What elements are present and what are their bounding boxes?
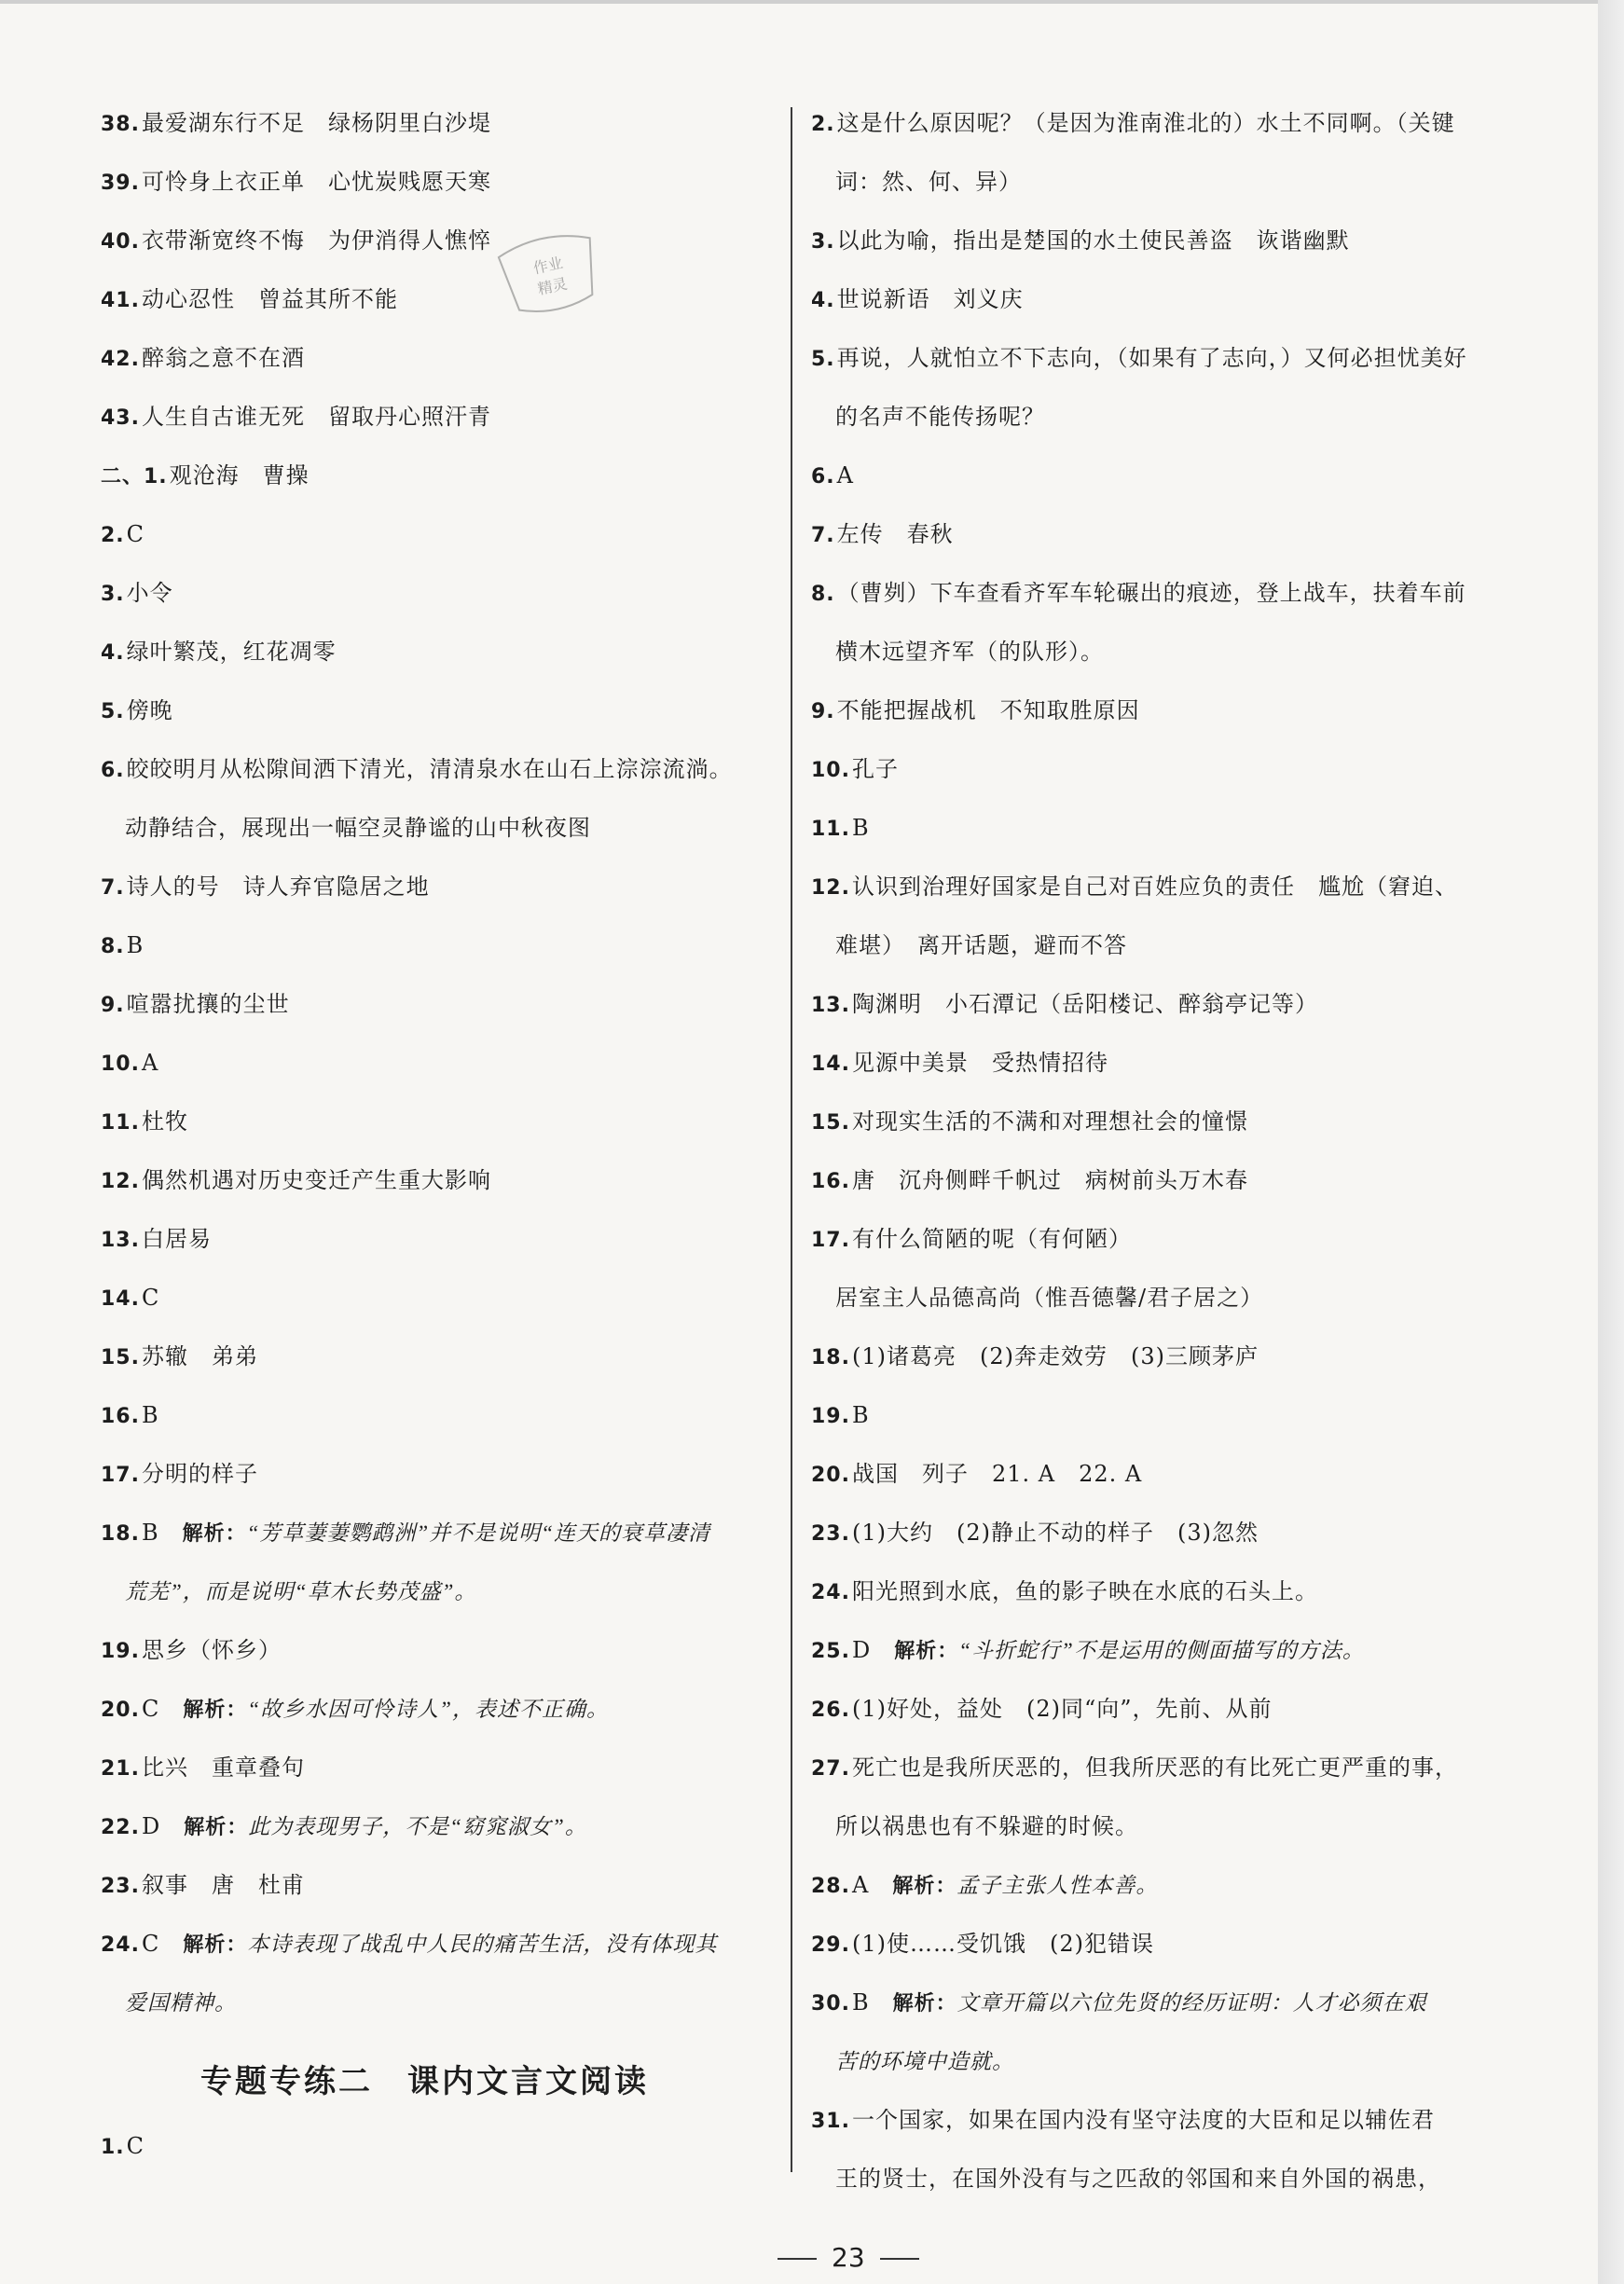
answer-line bbox=[101, 161, 491, 202]
answer-text: B bbox=[141, 1520, 183, 1546]
answer-number: 4. bbox=[101, 641, 125, 665]
answer-number: 16. bbox=[101, 1405, 140, 1428]
answer-line bbox=[811, 220, 1350, 261]
answer-text: (1)好处，益处 (2)同“向”，先前、从前 bbox=[851, 1696, 1273, 1722]
answer-text: 唐 沉舟侧畔千帆过 病树前头万木春 bbox=[851, 1167, 1248, 1193]
answer-text: 醉翁之意不在酒 bbox=[141, 345, 305, 371]
top-border bbox=[0, 0, 1624, 4]
answer-line bbox=[101, 1512, 710, 1553]
answer-text: 绿叶繁茂，红花凋零 bbox=[126, 639, 337, 665]
answer-line bbox=[125, 807, 591, 848]
answer-text: 孔子 bbox=[851, 756, 899, 782]
answer-text: 死亡也是我所厌恶的，但我所厌恶的有比死亡更严重的事， bbox=[851, 1754, 1458, 1781]
answer-line bbox=[835, 2158, 1441, 2199]
answer-number: 17. bbox=[101, 1464, 140, 1487]
answer-text: 分明的样子 bbox=[141, 1461, 258, 1487]
answer-number: 19. bbox=[811, 1405, 850, 1428]
column-divider bbox=[791, 107, 792, 2172]
answer-text: 左传 春秋 bbox=[836, 521, 954, 547]
answer-extra: 21. A 22. A bbox=[991, 1461, 1143, 1487]
answer-text: 再说，人就怕立不下志向，（如果有了志向，）又何必担忧美好 bbox=[836, 345, 1467, 371]
answer-line bbox=[811, 866, 1458, 907]
answer-text: 陶渊明 小石潭记（岳阳楼记、醉翁亭记等） bbox=[851, 991, 1318, 1017]
answer-line bbox=[811, 1160, 1248, 1201]
answer-line bbox=[101, 103, 491, 144]
answer-text: 动静结合，展现出一幅空灵静谧的山中秋夜图 bbox=[125, 815, 591, 841]
answer-number: 30. bbox=[811, 1992, 850, 2016]
answer-number: 1. bbox=[101, 2136, 125, 2159]
svg-text:精灵: 精灵 bbox=[535, 274, 570, 298]
answer-line bbox=[101, 1688, 609, 1729]
answer-number: 43. bbox=[101, 406, 140, 430]
answer-text: B bbox=[126, 932, 145, 958]
answer-number: 11. bbox=[101, 1111, 140, 1135]
answer-line bbox=[101, 749, 733, 790]
analysis-label: 解析： bbox=[894, 1640, 959, 1663]
answer-line bbox=[811, 1923, 1154, 1964]
answer-text: C bbox=[141, 1285, 160, 1311]
answer-line bbox=[811, 572, 1466, 613]
answer-line bbox=[101, 1336, 258, 1377]
answer-number: 16. bbox=[811, 1170, 850, 1193]
answer-text: 观沧海 曹操 bbox=[169, 462, 310, 488]
answer-text: 最爱湖东行不足 绿杨阴里白沙堤 bbox=[141, 110, 491, 136]
answer-line bbox=[101, 1395, 159, 1436]
answer-line bbox=[101, 396, 491, 437]
answer-line bbox=[101, 1042, 158, 1083]
answer-text: 苏辙 弟弟 bbox=[141, 1343, 258, 1369]
answer-text: C bbox=[126, 2133, 145, 2159]
answer-text: 诗人的号 诗人弃官隐居之地 bbox=[126, 874, 430, 900]
answer-text: (1)诸葛亮 (2)奔走效劳 (3)三顾茅庐 bbox=[851, 1343, 1259, 1369]
answer-number: 23. bbox=[811, 1522, 850, 1546]
answer-line bbox=[101, 1864, 305, 1906]
answer-text: B bbox=[141, 1402, 159, 1428]
answer-number: 3. bbox=[101, 583, 125, 606]
answer-line bbox=[101, 1277, 159, 1318]
answer-text: 杜牧 bbox=[141, 1108, 188, 1135]
answer-text: 动心忍性 曾益其所不能 bbox=[141, 286, 398, 312]
answer-line bbox=[101, 866, 430, 907]
answer-text: 人生自古谁无死 留取丹心照汗青 bbox=[141, 404, 491, 430]
answer-text: (1)大约 (2)静止不动的样子 (3)忽然 bbox=[851, 1520, 1259, 1546]
answer-number: 15. bbox=[811, 1111, 850, 1135]
answer-text: 所以祸患也有不躲避的时候。 bbox=[835, 1813, 1138, 1839]
answer-line bbox=[811, 1864, 1158, 1906]
answer-number: 31. bbox=[811, 2110, 850, 2133]
answer-text: 世说新语 刘义庆 bbox=[836, 286, 1024, 312]
answer-line bbox=[101, 1218, 212, 1259]
answer-line bbox=[811, 1042, 1108, 1083]
answer-line bbox=[101, 337, 305, 378]
answer-text: 一个国家，如果在国内没有坚守法度的大臣和足以辅佐君 bbox=[851, 2107, 1435, 2133]
answer-number: 2. bbox=[101, 524, 125, 547]
answer-text: 比兴 重章叠句 bbox=[141, 1754, 305, 1781]
answer-line bbox=[811, 1336, 1259, 1377]
answer-number: 8. bbox=[811, 583, 835, 606]
analysis-text: 苦的环境中造就。 bbox=[835, 2050, 1014, 2073]
answer-line bbox=[101, 690, 173, 731]
analysis-text: “芳草萋萋鹦鹉洲”并不是说明“连天的衰草凄清 bbox=[246, 1521, 711, 1545]
answer-number: 13. bbox=[811, 994, 850, 1017]
answer-text: 白居易 bbox=[141, 1226, 212, 1252]
answer-line bbox=[125, 1571, 476, 1612]
answer-line bbox=[101, 925, 144, 966]
page-edge bbox=[1598, 0, 1624, 2284]
answer-number: 20. bbox=[811, 1464, 850, 1487]
answer-number: 12. bbox=[101, 1170, 140, 1193]
answer-text: D bbox=[851, 1637, 895, 1663]
answer-number: 9. bbox=[101, 994, 125, 1017]
analysis-label: 解析： bbox=[184, 1816, 249, 1839]
answer-text: A bbox=[836, 462, 855, 488]
answer-number: 41. bbox=[101, 289, 140, 312]
answer-line bbox=[811, 1630, 1365, 1671]
answer-text: 阳光照到水底，鱼的影子映在水底的石头上。 bbox=[851, 1578, 1318, 1604]
answer-text: C bbox=[141, 1696, 184, 1722]
answer-number: 39. bbox=[101, 172, 140, 195]
answer-number: 18. bbox=[811, 1346, 850, 1369]
answer-line bbox=[101, 1630, 282, 1671]
answer-line bbox=[811, 1101, 1248, 1142]
answer-number: 27. bbox=[811, 1757, 850, 1781]
answer-text: 的名声不能传扬呢？ bbox=[835, 404, 1045, 430]
answer-line bbox=[101, 1160, 491, 1201]
answer-number: 5. bbox=[811, 348, 835, 371]
analysis-text: “斗折蛇行”不是运用的侧面描写的方法。 bbox=[958, 1639, 1365, 1662]
answer-text: A bbox=[851, 1872, 893, 1898]
answer-text: 王的贤士，在国外没有与之匹敌的邻国和来自外国的祸患， bbox=[835, 2166, 1441, 2192]
analysis-text: 孟子主张人性本善。 bbox=[957, 1874, 1159, 1897]
answer-number: 23. bbox=[101, 1875, 140, 1898]
answer-line bbox=[811, 103, 1455, 144]
analysis-label: 解析： bbox=[182, 1522, 247, 1546]
answer-line bbox=[835, 396, 1045, 437]
answer-number: 4. bbox=[811, 289, 835, 312]
answer-number: 19. bbox=[101, 1640, 140, 1663]
answer-number: 10. bbox=[811, 759, 850, 782]
answer-text: A bbox=[141, 1050, 159, 1076]
answer-text: 词：然、何、异） bbox=[835, 169, 1022, 195]
answer-line bbox=[811, 279, 1024, 320]
answer-text: 居室主人品德高尚（惟吾德馨/君子居之） bbox=[835, 1285, 1264, 1311]
analysis-text: “故乡水因可怜诗人”，表述不正确。 bbox=[247, 1698, 609, 1721]
answer-line bbox=[101, 2126, 145, 2167]
answer-text: 战国 列子 bbox=[851, 1461, 992, 1487]
watermark-stamp bbox=[486, 218, 614, 333]
answer-line bbox=[811, 1395, 870, 1436]
analysis-text: 本诗表现了战乱中人民的痛苦生活，没有体现其 bbox=[247, 1933, 718, 1956]
svg-text:作业: 作业 bbox=[531, 254, 565, 278]
answer-line bbox=[811, 514, 954, 555]
answer-line bbox=[835, 1277, 1263, 1318]
answer-number: 3. bbox=[811, 230, 835, 254]
answer-line bbox=[101, 1806, 587, 1847]
answer-number: 26. bbox=[811, 1699, 850, 1722]
answer-number: 24. bbox=[101, 1933, 140, 1957]
answer-text: （曹刿）下车查看齐军车轮碾出的痕迹，登上战车，扶着车前 bbox=[836, 580, 1466, 606]
answer-number: 10. bbox=[101, 1053, 140, 1076]
answer-number: 7. bbox=[811, 524, 835, 547]
answer-line bbox=[835, 161, 1022, 202]
answer-text: B bbox=[851, 1402, 870, 1428]
answer-number: 6. bbox=[811, 465, 835, 488]
answer-text: 思乡（怀乡） bbox=[141, 1637, 282, 1663]
answer-line bbox=[125, 1982, 237, 2023]
answer-number: 18. bbox=[101, 1522, 140, 1546]
answer-line bbox=[101, 572, 173, 613]
answer-text: 喧嚣扰攘的尘世 bbox=[126, 991, 290, 1017]
answer-text: C bbox=[126, 521, 145, 547]
answer-number: 14. bbox=[811, 1053, 850, 1076]
answer-number: 15. bbox=[101, 1346, 140, 1369]
answer-text: B bbox=[851, 1989, 893, 2016]
answer-line bbox=[101, 279, 398, 320]
answer-line bbox=[811, 1453, 1142, 1494]
answer-text: 以此为喻，指出是楚国的水土使民善盗 诙谐幽默 bbox=[836, 227, 1350, 254]
answer-line bbox=[101, 1923, 717, 1964]
answer-line bbox=[101, 220, 491, 261]
answer-line bbox=[811, 1571, 1318, 1612]
answer-line bbox=[811, 1747, 1458, 1788]
answer-line bbox=[811, 690, 1140, 731]
answer-line bbox=[811, 1688, 1273, 1729]
answer-text: 傍晚 bbox=[126, 697, 173, 723]
answer-line bbox=[811, 1512, 1259, 1553]
answer-number: 24. bbox=[811, 1581, 850, 1604]
answer-line bbox=[835, 925, 1127, 966]
answer-number: 42. bbox=[101, 348, 140, 371]
page-number: 23 bbox=[763, 2242, 934, 2273]
answer-number: 38. bbox=[101, 113, 140, 136]
answer-number: 11. bbox=[811, 818, 850, 841]
answer-text: 叙事 唐 杜甫 bbox=[141, 1872, 305, 1898]
answer-line bbox=[811, 807, 870, 848]
answer-number: 7. bbox=[101, 876, 125, 900]
answer-text: 对现实生活的不满和对理想社会的憧憬 bbox=[851, 1108, 1248, 1135]
answer-number: 6. bbox=[101, 759, 125, 782]
answer-number: 17. bbox=[811, 1229, 850, 1252]
answer-number: 14. bbox=[101, 1287, 140, 1311]
answer-number: 13. bbox=[101, 1229, 140, 1252]
answer-line bbox=[835, 1806, 1138, 1847]
answer-text: 可怜身上衣正单 心忧炭贱愿天寒 bbox=[141, 169, 491, 195]
answer-number: 2. bbox=[811, 113, 835, 136]
answer-line bbox=[811, 984, 1318, 1025]
answer-text: 见源中美景 受热情招待 bbox=[851, 1050, 1108, 1076]
answer-text: 皎皎明月从松隙间洒下清光，清清泉水在山石上淙淙流淌。 bbox=[126, 756, 733, 782]
answer-line bbox=[101, 455, 310, 496]
answer-line bbox=[811, 749, 899, 790]
answer-text: D bbox=[141, 1813, 185, 1839]
answer-line bbox=[101, 1453, 258, 1494]
answer-text: 偶然机遇对历史变迁产生重大影响 bbox=[141, 1167, 491, 1193]
section-heading: 专题专练二 课内文言文阅读 bbox=[200, 2063, 649, 2100]
answer-number: 5. bbox=[101, 700, 125, 723]
answer-line bbox=[811, 337, 1467, 378]
answer-number: 9. bbox=[811, 700, 835, 723]
analysis-label: 解析： bbox=[183, 1699, 248, 1722]
answer-line bbox=[101, 1747, 305, 1788]
answer-number: 20. bbox=[101, 1699, 140, 1722]
answer-text: 横木远望齐军（的队形）。 bbox=[835, 639, 1104, 665]
answer-number: 12. bbox=[811, 876, 850, 900]
answer-line bbox=[835, 2041, 1014, 2082]
answer-number: 二、1. bbox=[101, 465, 168, 488]
answer-text: 衣带渐宽终不悔 为伊消得人憔悴 bbox=[141, 227, 491, 254]
answer-number: 22. bbox=[101, 1816, 140, 1839]
answer-number: 29. bbox=[811, 1933, 850, 1957]
answer-line bbox=[835, 631, 1104, 672]
answer-text: C bbox=[141, 1931, 184, 1957]
answer-number: 40. bbox=[101, 230, 140, 254]
answer-text: 有什么简陋的呢（有何陋） bbox=[851, 1226, 1132, 1252]
answer-line bbox=[811, 455, 854, 496]
analysis-text: 此为表现男子，不是“窈窕淑女”。 bbox=[248, 1815, 587, 1838]
analysis-text: 荒芜”，而是说明“草木长势茂盛”。 bbox=[125, 1580, 477, 1603]
answer-text: 难堪） 离开话题，避而不答 bbox=[835, 932, 1127, 958]
answer-line bbox=[811, 1218, 1132, 1259]
answer-line bbox=[101, 984, 290, 1025]
answer-text: 不能把握战机 不知取胜原因 bbox=[836, 697, 1140, 723]
answer-text: 这是什么原因呢？（是因为淮南淮北的）水土不同啊。（关键 bbox=[836, 110, 1455, 136]
answer-number: 28. bbox=[811, 1875, 850, 1898]
analysis-label: 解析： bbox=[892, 1992, 957, 2016]
analysis-label: 解析： bbox=[183, 1933, 248, 1957]
analysis-text: 文章开篇以六位先贤的经历证明：人才必须在艰 bbox=[957, 1991, 1427, 2015]
answer-line bbox=[811, 2099, 1435, 2140]
analysis-text: 爱国精神。 bbox=[125, 1991, 237, 2015]
analysis-label: 解析： bbox=[892, 1875, 957, 1898]
answer-number: 21. bbox=[101, 1757, 140, 1781]
answer-line bbox=[101, 631, 337, 672]
answer-line bbox=[101, 1101, 188, 1142]
answer-line bbox=[101, 514, 145, 555]
answer-text: 小令 bbox=[126, 580, 173, 606]
answer-text: B bbox=[851, 815, 870, 841]
answer-line bbox=[811, 1982, 1427, 2023]
answer-number: 8. bbox=[101, 935, 125, 958]
answer-text: 认识到治理好国家是自己对百姓应负的责任 尴尬（窘迫、 bbox=[851, 874, 1458, 900]
answer-text: (1)使……受饥饿 (2)犯错误 bbox=[851, 1931, 1154, 1957]
answer-number: 25. bbox=[811, 1640, 850, 1663]
